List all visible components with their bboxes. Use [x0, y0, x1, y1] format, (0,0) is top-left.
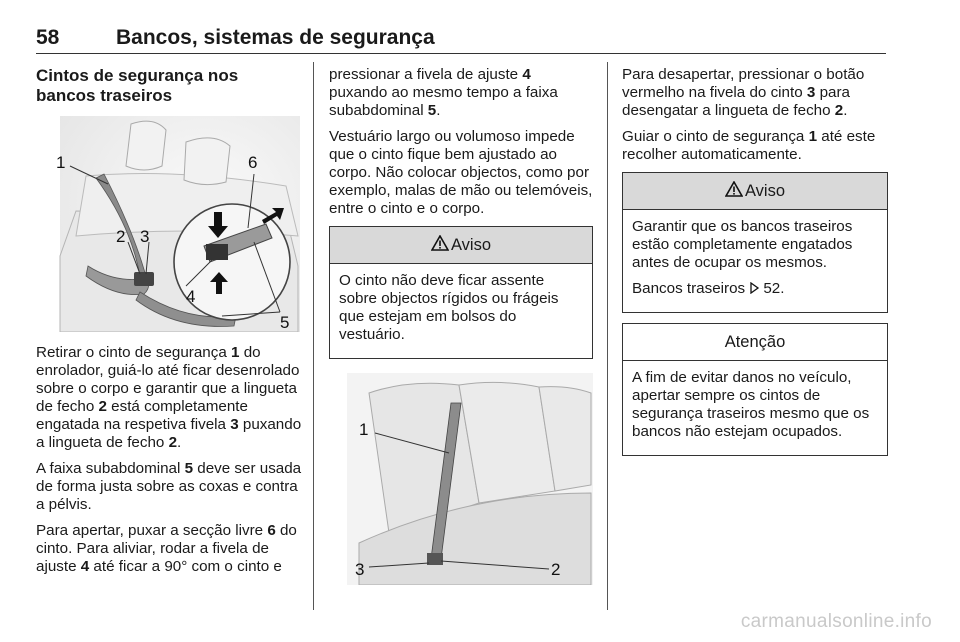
page-number: 58	[36, 26, 60, 49]
figure-label-2: 2	[116, 227, 126, 246]
rear-bench-figure	[329, 373, 593, 585]
paragraph-press-adjuster: pressionar a fivela de ajuste 4 puxando ao mesmo tempo a faixa subabdominal 5.	[329, 66, 558, 119]
header-rule	[36, 53, 886, 54]
warning-header	[330, 227, 592, 264]
column-2	[329, 66, 593, 585]
column-1	[36, 66, 302, 584]
page-title: Bancos, sistemas de segurança	[116, 26, 435, 49]
detail-adjuster	[206, 244, 228, 260]
caution-title: Atenção	[724, 333, 786, 351]
rear-bench-illustration	[329, 373, 593, 585]
caution-text: A fim de evitar danos no veículo, apertar sempre os cintos de segurança traseiros mesmo que os bancos não estejam ocupados.	[632, 369, 870, 440]
warning-header	[623, 173, 887, 210]
warning-box-seats	[622, 172, 888, 313]
paragraph-fasten: Retirar o cinto de segurança 1 do enrolador, guiá-lo até ficar desenrolado sobre o corpo e garantir que a lingueta de fecho 2 está completamente engatada na respetiva fivela 3 puxando a lingueta de fecho 2.	[36, 344, 302, 451]
column-3	[622, 66, 888, 466]
figure-label-2: 2	[551, 560, 561, 579]
figure-label-1: 1	[56, 153, 66, 172]
paragraph-tighten: Para apertar, puxar a secção livre 6 do cinto. Para aliviar, rodar a fivela de ajuste 4 até ficar a 90° com o cinto e	[36, 522, 297, 575]
warning-text: Garantir que os bancos traseiros estão completamente engatados antes de ocupar os mesmos.	[632, 218, 853, 271]
buckle	[134, 272, 154, 286]
figure-label-6: 6	[248, 153, 258, 172]
page-reference-icon	[749, 282, 760, 294]
warning-triangle-icon	[725, 181, 743, 197]
page-header	[36, 26, 886, 52]
paragraph-retract: Guiar o cinto de segurança 1 até este recolher automaticamente.	[622, 128, 876, 163]
warning-box-clothing	[329, 226, 593, 359]
rear-seatbelt-illustration	[36, 116, 300, 332]
buckle	[427, 553, 443, 565]
figure-label-5: 5	[280, 313, 290, 332]
headrest-right	[184, 138, 230, 185]
paragraph-unfasten: Para desapertar, pressionar o botão vermelho na fivela do cinto 3 para desengatar a lingueta de fecho 2.	[622, 66, 865, 119]
cross-reference[interactable]: Bancos traseiros 52.	[632, 280, 785, 297]
warning-title: Aviso	[744, 182, 786, 200]
caution-header	[623, 324, 887, 361]
watermark: carmanualsonline.info	[740, 611, 932, 632]
column-divider-2	[607, 62, 608, 610]
figure-label-1: 1	[359, 420, 369, 439]
figure-label-3: 3	[355, 560, 365, 579]
warning-title: Aviso	[450, 236, 492, 254]
warning-triangle-icon	[431, 235, 449, 251]
rear-seatbelt-figure	[36, 116, 300, 332]
warning-text: O cinto não deve ficar assente sobre objectos rígidos ou frágeis que estejam em bolsos do vestuário.	[339, 272, 559, 343]
headrest-left	[126, 121, 166, 170]
column-divider-1	[313, 62, 314, 610]
paragraph-clothing: Vestuário largo ou volumoso impede que o cinto fique bem ajustado ao corpo. Não colocar objectos, como por exemplo, malas de mão ou telemóveis, entre o cinto e o corpo.	[329, 128, 593, 217]
paragraph-lap-belt: A faixa subabdominal 5 deve ser usada de forma justa sobre as coxas e contra a pélvis.	[36, 460, 302, 513]
caution-box	[622, 323, 888, 456]
figure-label-3: 3	[140, 227, 150, 246]
section-title: Cintos de segurança nos bancos traseiros	[36, 66, 239, 105]
figure-label-4: 4	[186, 287, 196, 306]
